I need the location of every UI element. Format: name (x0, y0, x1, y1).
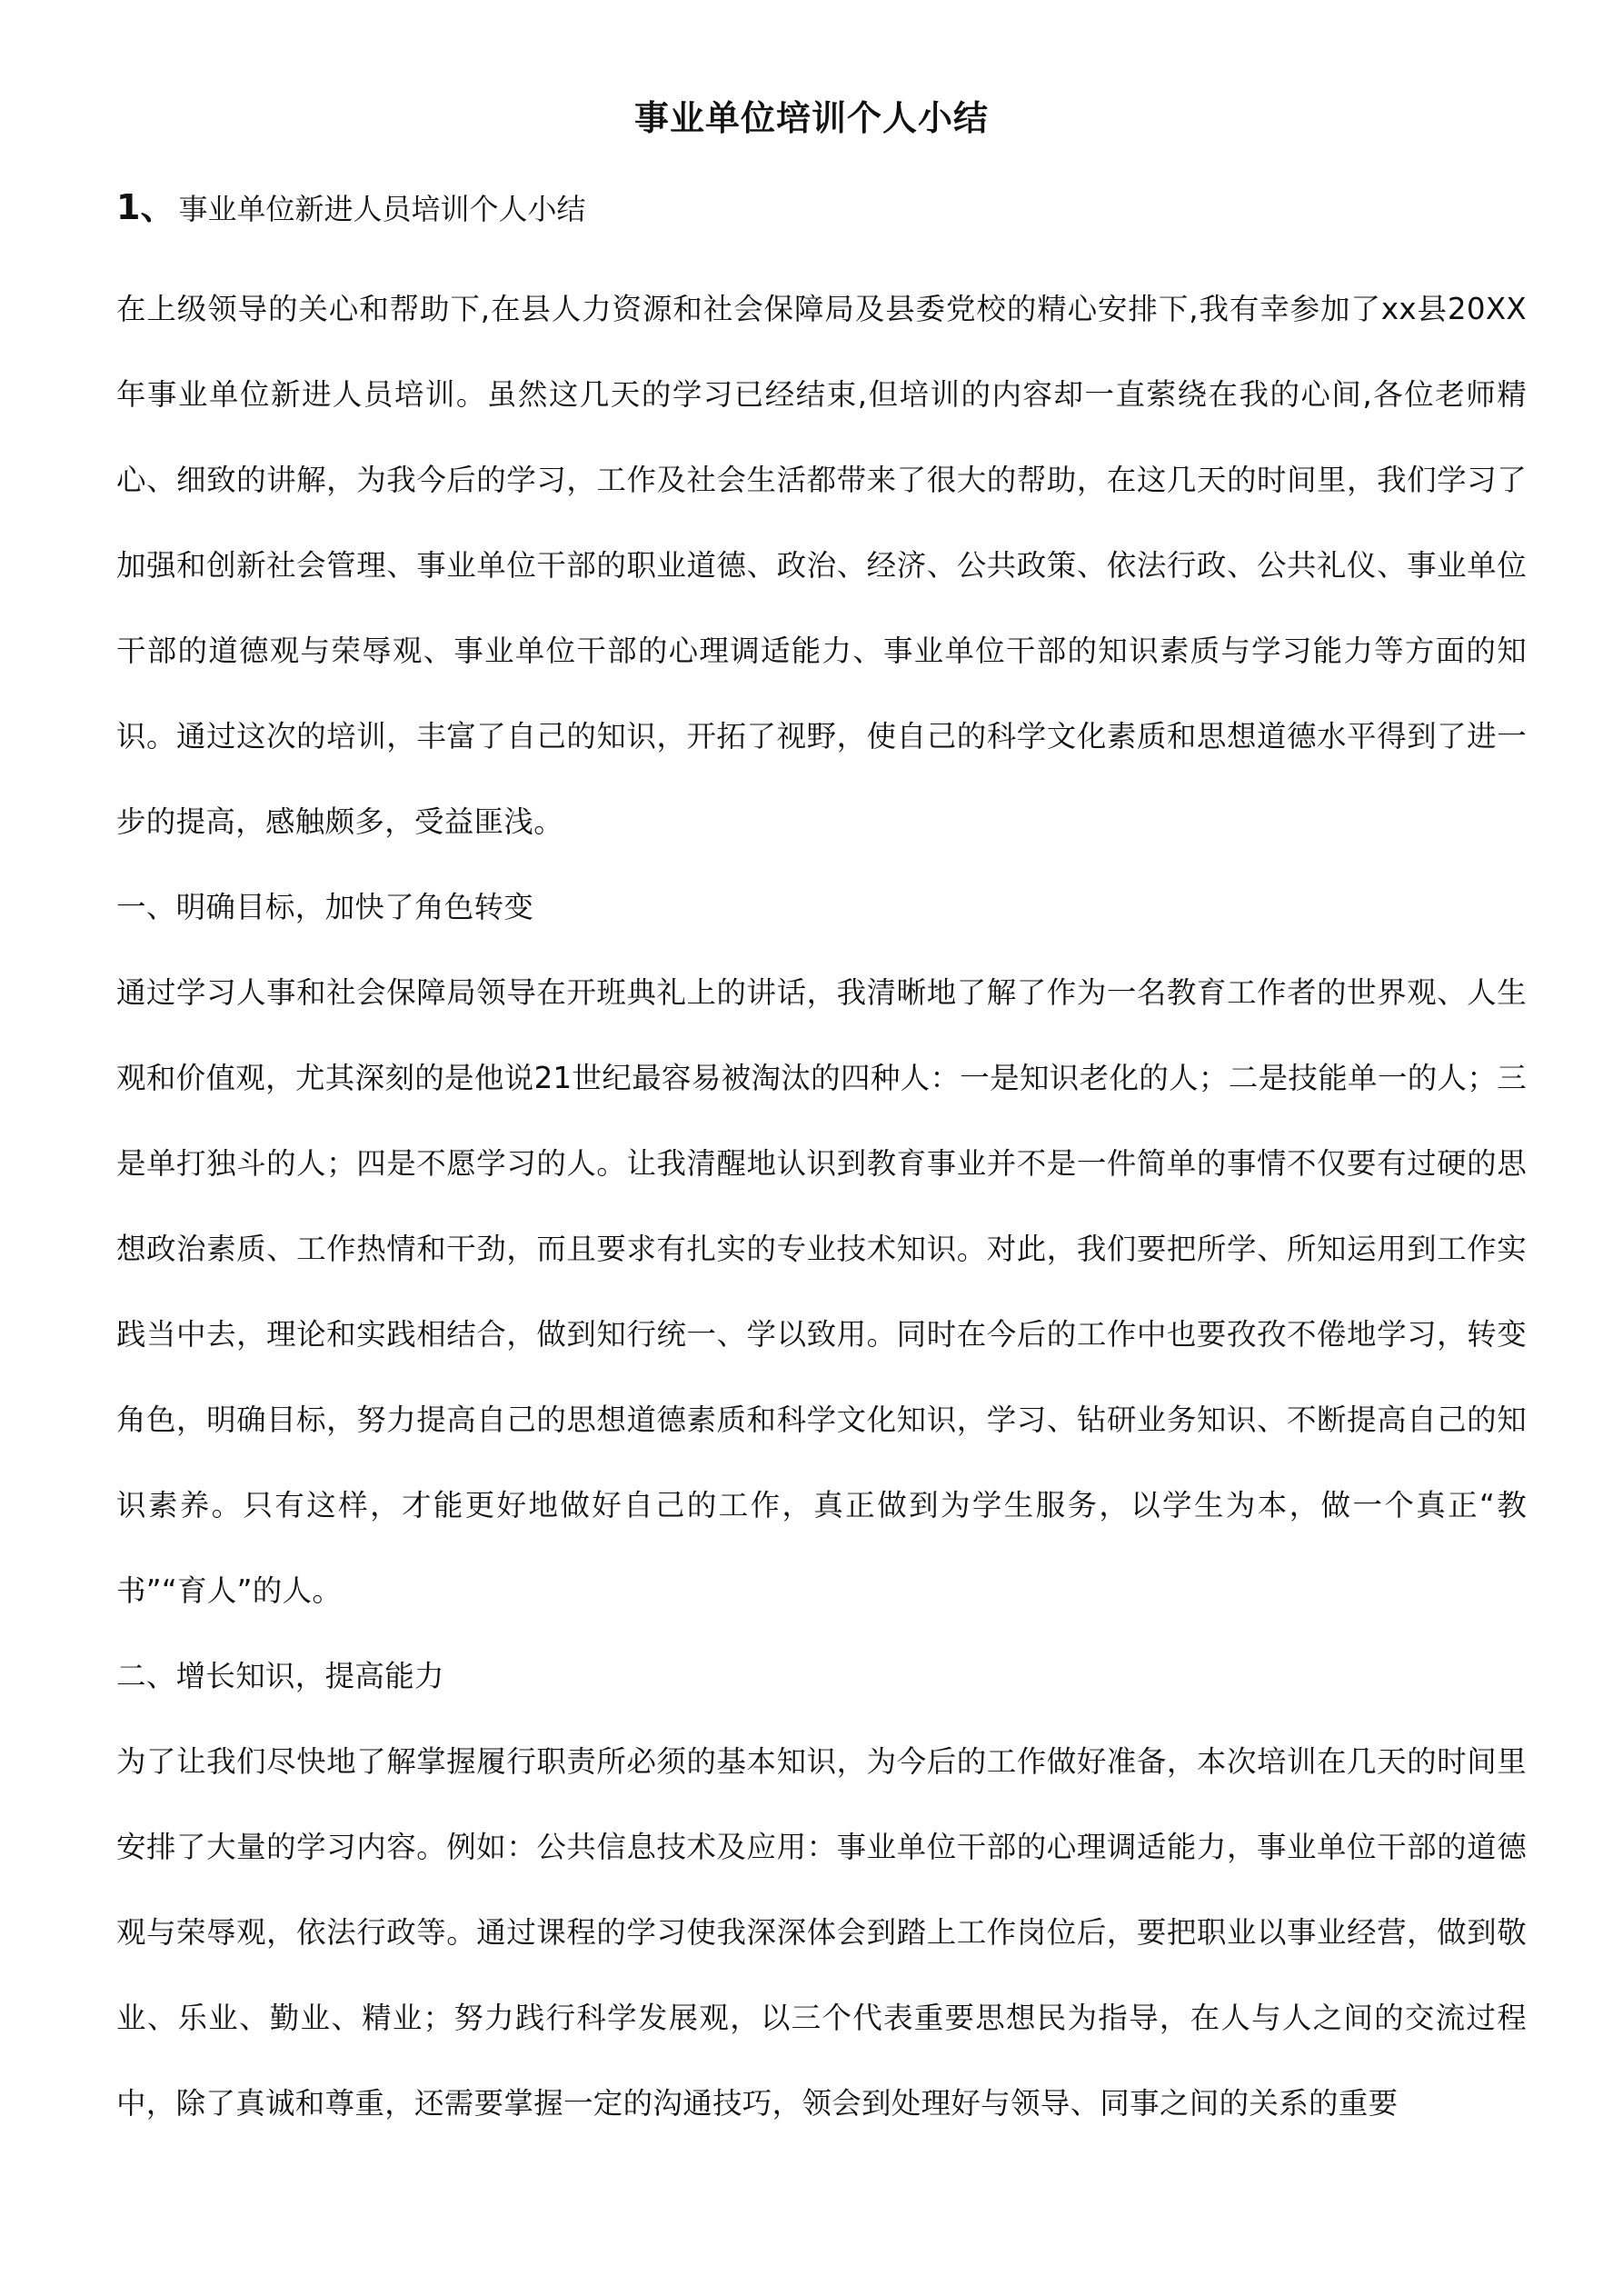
subheading-goals: 一、明确目标，加快了角色转变 (116, 890, 534, 924)
subheading-knowledge: 二、增长知识，提高能力 (116, 1659, 444, 1693)
goals-paragraph: 通过学习人事和社会保障局领导在开班典礼上的讲话，我清晰地了解了作为一名教育工作者的世界观、人生观和价值观，尤其深刻的是他说21世纪最容易被淘汰的四种人：一是知识老化的人；二是技能单一的人；三是单打独斗的人；四是不愿学习的人。让我清醒地认识到教育事业并不是一件简单的事情不仅要有过硬的思想政治素质、工作热情和干劲，而且要求有扎实的专业技术知识。对此，我们要把所学、所知运用到工作实践当中去，理论和实践相结合，做到知行统一、学以致用。同时在今后的工作中也要孜孜不倦地学习，转变角色，明确目标，努力提高自己的思想道德素质和科学文化知识，学习、钻研业务知识、不断提高自己的知识素养。只有这样，才能更好地做好自己的工作，真正做到为学生服务，以学生为本，做一个真正“教书”“育人”的人。 (116, 975, 1527, 1608)
section-heading (116, 180, 1527, 236)
knowledge-paragraph: 为了让我们尽快地了解掌握履行职责所必须的基本知识，为今后的工作做好准备，本次培训在几天的时间里安排了大量的学习内容。例如：公共信息技术及应用：事业单位干部的心理调适能力，事业单位干部的道德观与荣辱观，依法行政等。通过课程的学习使我深深体会到踏上工作岗位后，要把职业以事业经营，做到敬业、乐业、勤业、精业；努力践行科学发展观，以三个代表重要思想民为指导，在人与人之间的交流过程中，除了真诚和尊重，还需要掌握一定的沟通技巧，领会到处理好与领导、同事之间的关系的重要 (116, 1744, 1527, 2121)
section-number: 1、 (116, 187, 175, 227)
section-title: 事业单位新进人员培训个人小结 (178, 192, 586, 226)
intro-paragraph: 在上级领导的关心和帮助下,在县人力资源和社会保障局及县委党校的精心安排下,我有幸参加了xx县20XX年事业单位新进人员培训。虽然这几天的学习已经结束,但培训的内容却一直萦绕在我的心间,各位老师精心、细致的讲解，为我今后的学习，工作及社会生活都带来了很大的帮助，在这几天的时间里，我们学习了加强和创新社会管理、事业单位干部的职业道德、政治、经济、公共政策、依法行政、公共礼仪、事业单位干部的道德观与荣辱观、事业单位干部的心理调适能力、事业单位干部的知识素质与学习能力等方面的知识。通过这次的培训，丰富了自己的知识，开拓了视野，使自己的科学文化素质和思想道德水平得到了进一步的提高，感触颇多，受益匪浅。 (116, 292, 1527, 839)
document-title: 事业单位培训个人小结 (633, 97, 989, 138)
document-body (116, 180, 1527, 2146)
